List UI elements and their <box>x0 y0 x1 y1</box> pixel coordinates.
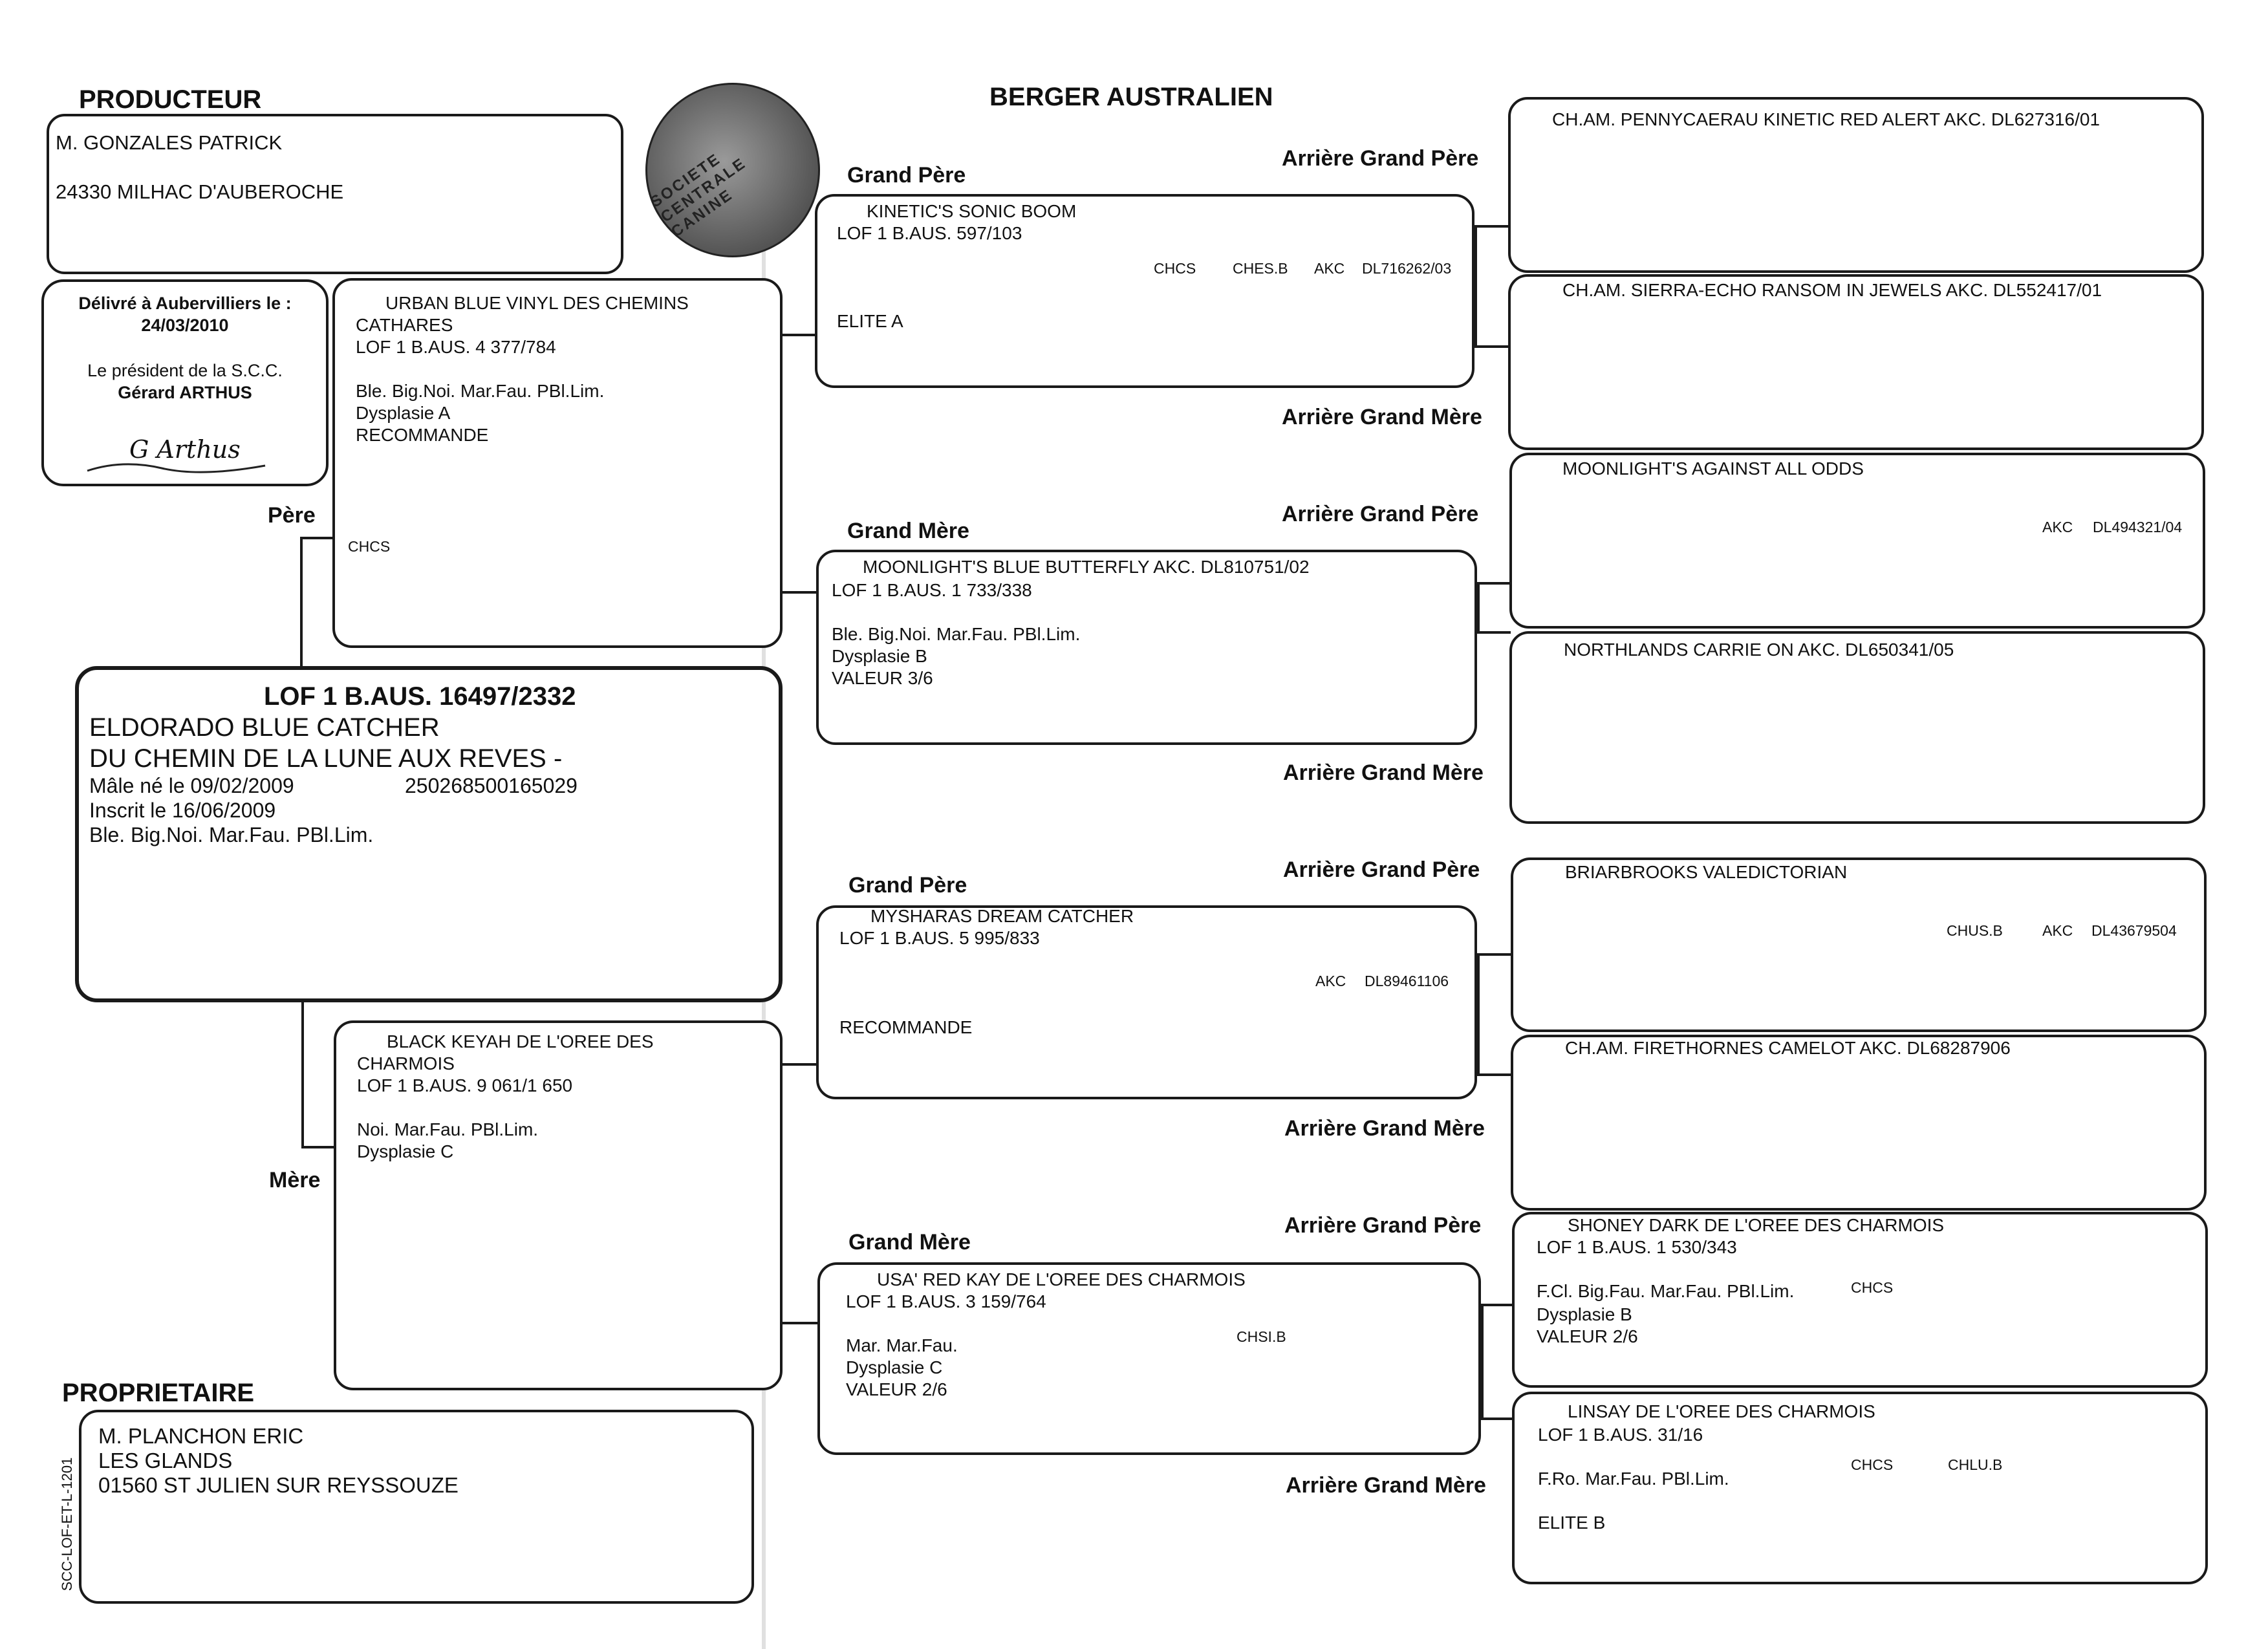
gp1-title-1: CHCS <box>1154 260 1196 277</box>
connector <box>1477 582 1511 585</box>
breed-title: BERGER AUSTRALIEN <box>989 83 1273 111</box>
ggp3-name: BRIARBROOKS VALEDICTORIAN <box>1565 862 1848 882</box>
ggp4-colors: F.Cl. Big.Fau. Mar.Fau. PBl.Lim. <box>1537 1281 1795 1301</box>
connector <box>783 1063 817 1066</box>
owner-name: M. PLANCHON ERIC <box>98 1424 304 1448</box>
gp1-title-3: AKC <box>1314 260 1345 277</box>
connector <box>783 591 817 594</box>
label-agm-4: Arrière Grand Mère <box>1286 1473 1486 1498</box>
delivery-label: Délivré à Aubervilliers le : <box>78 294 292 313</box>
owner-address-1: LES GLANDS <box>98 1449 233 1472</box>
label-agp-3: Arrière Grand Père <box>1283 857 1480 882</box>
ggm1-name: CH.AM. SIERRA-ECHO RANSOM IN JEWELS AKC. DL552417/01 <box>1562 280 2102 300</box>
gp2-title-1: AKC <box>1315 973 1346 989</box>
label-grand-pere-2: Grand Père <box>848 873 967 898</box>
gm1-name: MOONLIGHT'S BLUE BUTTERFLY AKC. DL810751/02 <box>863 557 1310 577</box>
ggp4-status: VALEUR 2/6 <box>1537 1326 1638 1346</box>
gm1-registration: LOF 1 B.AUS. 1 733/338 <box>832 580 1032 600</box>
connector <box>1477 631 1511 634</box>
ggp1-name: CH.AM. PENNYCAERAU KINETIC RED ALERT AKC. DL627316/01 <box>1552 109 2101 129</box>
label-grand-mere-1: Grand Mère <box>847 519 969 543</box>
connector <box>1481 1417 1513 1420</box>
mother-colors: Noi. Mar.Fau. PBl.Lim. <box>357 1119 539 1139</box>
connector <box>1477 953 1480 1076</box>
gm1-status: VALEUR 3/6 <box>832 668 933 688</box>
seal-text: SOCIETE CENTRALE CANINE <box>647 149 750 241</box>
form-code: SCC-LOF-ET-L-1201 <box>59 1457 75 1591</box>
gm1-colors: Ble. Big.Noi. Mar.Fau. PBl.Lim. <box>832 624 1081 644</box>
ggm4-title-1: CHCS <box>1851 1456 1894 1473</box>
ggp2-title-1: AKC <box>2042 519 2073 535</box>
mother-name-1: BLACK KEYAH DE L'OREE DES <box>387 1031 654 1051</box>
great-grandfather-3-box <box>1511 857 2207 1032</box>
connector <box>1474 345 1509 348</box>
mother-dysplasia: Dysplasie C <box>357 1141 454 1161</box>
gm2-name: USA' RED KAY DE L'OREE DES CHARMOIS <box>877 1269 1246 1289</box>
label-pere: Père <box>268 503 316 528</box>
ggm4-title-2: CHLU.B <box>1948 1456 2003 1473</box>
gp2-title-2: DL89461106 <box>1365 973 1449 989</box>
gp1-registration: LOF 1 B.AUS. 597/103 <box>837 223 1022 243</box>
ggm2-name: NORTHLANDS CARRIE ON AKC. DL650341/05 <box>1564 640 1954 660</box>
ggp4-dysplasia: Dysplasie B <box>1537 1304 1632 1324</box>
father-dysplasia: Dysplasie A <box>356 403 451 423</box>
connector <box>300 537 334 539</box>
mother-registration: LOF 1 B.AUS. 9 061/1 650 <box>357 1075 573 1095</box>
great-grandmother-3-box <box>1511 1035 2207 1211</box>
father-registration: LOF 1 B.AUS. 4 377/784 <box>356 337 556 357</box>
delivery-date: 24/03/2010 <box>141 316 229 335</box>
label-grand-pere-1: Grand Père <box>847 163 966 188</box>
father-title: CHCS <box>348 538 391 555</box>
ggp3-title-1: CHUS.B <box>1947 922 2003 939</box>
subject-registration: LOF 1 B.AUS. 16497/2332 <box>264 682 576 711</box>
producer-heading: PRODUCTEUR <box>79 85 262 114</box>
gp1-name: KINETIC'S SONIC BOOM <box>867 201 1077 221</box>
gp2-registration: LOF 1 B.AUS. 5 995/833 <box>839 928 1040 948</box>
ggp2-title-2: DL494321/04 <box>2093 519 2183 535</box>
connector <box>1477 953 1512 956</box>
connector <box>1474 225 1509 228</box>
scc-seal-stamp <box>645 83 820 257</box>
gp1-title-4: DL716262/03 <box>1362 260 1452 277</box>
ggp3-title-3: DL43679504 <box>2091 922 2177 939</box>
ggm4-colors: F.Ro. Mar.Fau. PBl.Lim. <box>1538 1469 1729 1489</box>
mother-name-2: CHARMOIS <box>357 1053 455 1073</box>
ggp4-registration: LOF 1 B.AUS. 1 530/343 <box>1537 1237 1737 1257</box>
father-colors: Ble. Big.Noi. Mar.Fau. PBl.Lim. <box>356 381 605 401</box>
connector <box>300 537 303 667</box>
ggm4-status: ELITE B <box>1538 1513 1606 1533</box>
gp2-status: RECOMMANDE <box>839 1017 973 1037</box>
label-agm-3: Arrière Grand Mère <box>1284 1116 1485 1141</box>
connector <box>301 1001 304 1148</box>
ggp4-name: SHONEY DARK DE L'OREE DES CHARMOIS <box>1568 1215 1945 1235</box>
owner-heading: PROPRIETAIRE <box>62 1379 255 1407</box>
gm2-dysplasia: Dysplasie C <box>846 1357 943 1377</box>
president-signature: G Arthus <box>129 435 241 464</box>
subject-name-2: DU CHEMIN DE LA LUNE AUX REVES - <box>89 744 563 773</box>
label-mere: Mère <box>269 1168 321 1192</box>
subject-sex-birth: Mâle né le 09/02/2009 <box>89 774 294 797</box>
father-name-2: CATHARES <box>356 315 453 335</box>
subject-inscribed: Inscrit le 16/06/2009 <box>89 799 276 822</box>
signature-stroke <box>84 446 272 479</box>
subject-name-1: ELDORADO BLUE CATCHER <box>89 713 440 742</box>
producer-name: M. GONZALES PATRICK <box>56 131 283 154</box>
connector <box>1481 1304 1484 1420</box>
gm1-dysplasia: Dysplasie B <box>832 646 927 666</box>
label-agm-2: Arrière Grand Mère <box>1283 760 1484 785</box>
gp1-title-2: CHES.B <box>1233 260 1288 277</box>
gp2-name: MYSHARAS DREAM CATCHER <box>870 906 1134 926</box>
connector <box>1474 225 1477 348</box>
father-status: RECOMMANDE <box>356 425 489 445</box>
gp1-status: ELITE A <box>837 311 903 331</box>
connector <box>1477 1073 1512 1076</box>
ggm4-name: LINSAY DE L'OREE DES CHARMOIS <box>1568 1401 1875 1421</box>
father-name-1: URBAN BLUE VINYL DES CHEMINS <box>385 293 689 313</box>
ggm4-registration: LOF 1 B.AUS. 31/16 <box>1538 1425 1703 1445</box>
subject-id-number: 250268500165029 <box>405 774 578 797</box>
ggp4-title: CHCS <box>1851 1279 1894 1296</box>
president-line: Le président de la S.C.C. <box>87 361 283 380</box>
owner-address-2: 01560 ST JULIEN SUR REYSSOUZE <box>98 1473 459 1497</box>
label-agp-4: Arrière Grand Père <box>1284 1213 1482 1238</box>
connector <box>1481 1304 1513 1306</box>
ggp2-name: MOONLIGHT'S AGAINST ALL ODDS <box>1562 458 1864 479</box>
producer-address: 24330 MILHAC D'AUBEROCHE <box>56 180 344 203</box>
label-agp-2: Arrière Grand Père <box>1282 502 1479 526</box>
gm2-registration: LOF 1 B.AUS. 3 159/764 <box>846 1291 1046 1311</box>
gm2-title: CHSI.B <box>1237 1328 1286 1345</box>
connector <box>783 1322 819 1324</box>
president-name: Gérard ARTHUS <box>118 383 252 402</box>
label-grand-mere-2: Grand Mère <box>848 1230 971 1255</box>
label-agm-1: Arrière Grand Mère <box>1282 405 1482 429</box>
ggm3-name: CH.AM. FIRETHORNES CAMELOT AKC. DL68287906 <box>1565 1038 2011 1058</box>
connector <box>783 334 816 336</box>
label-agp-1: Arrière Grand Père <box>1282 146 1479 171</box>
ggp3-title-2: AKC <box>2042 922 2073 939</box>
subject-colors: Ble. Big.Noi. Mar.Fau. PBl.Lim. <box>89 823 374 846</box>
connector <box>1477 582 1480 634</box>
gm2-status: VALEUR 2/6 <box>846 1379 947 1399</box>
connector <box>301 1146 335 1148</box>
gm2-colors: Mar. Mar.Fau. <box>846 1335 958 1355</box>
